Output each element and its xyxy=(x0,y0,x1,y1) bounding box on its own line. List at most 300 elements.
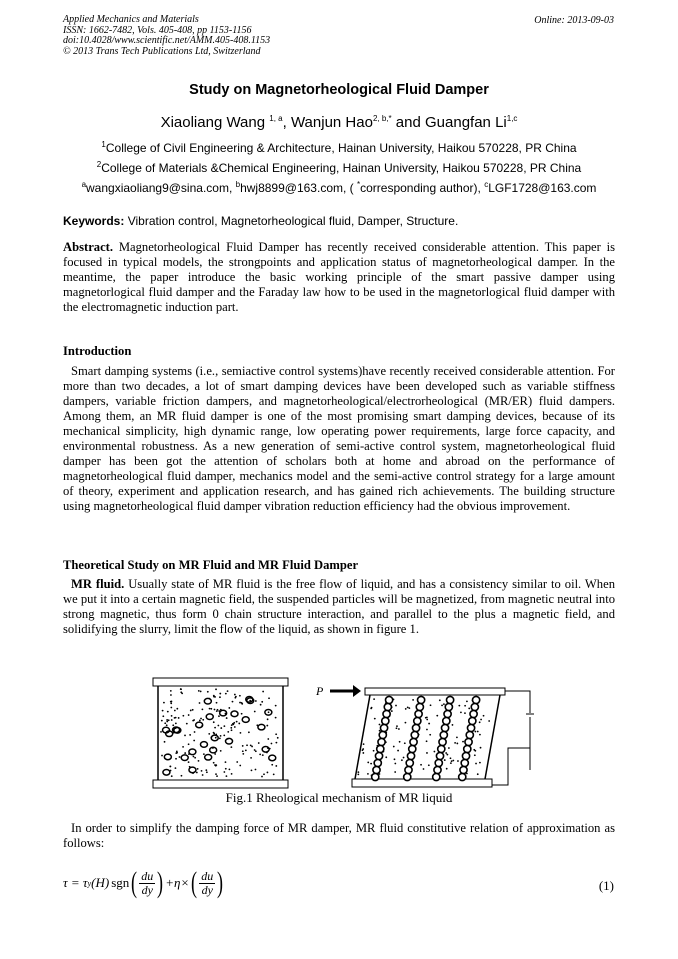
particle-chain xyxy=(473,696,480,703)
particle xyxy=(426,752,428,754)
particle xyxy=(215,688,217,690)
particle xyxy=(175,767,177,769)
particle xyxy=(198,690,200,692)
particle xyxy=(219,737,221,739)
particle xyxy=(370,763,372,765)
affiliation-2 xyxy=(0,160,678,175)
particle xyxy=(234,694,236,696)
particle xyxy=(215,764,217,766)
author: Wanjun Hao xyxy=(290,114,373,131)
particle xyxy=(454,742,456,744)
particle xyxy=(231,729,233,731)
particle xyxy=(181,775,183,777)
particle xyxy=(399,741,401,743)
particle-chain xyxy=(434,766,441,773)
wall xyxy=(485,695,500,779)
particle xyxy=(443,703,445,705)
authors xyxy=(0,114,678,131)
particle xyxy=(216,710,218,712)
particle-chain xyxy=(379,731,386,738)
particle xyxy=(226,717,228,719)
particle xyxy=(428,764,430,766)
particle xyxy=(277,737,279,739)
particle xyxy=(223,725,225,727)
particle xyxy=(246,744,248,746)
particle-chain xyxy=(384,703,391,710)
top-plate xyxy=(365,688,505,695)
circuit-wire xyxy=(505,691,530,713)
particle xyxy=(474,754,476,756)
particle xyxy=(423,768,425,770)
particle xyxy=(260,704,262,706)
particle xyxy=(161,720,163,722)
particle xyxy=(213,732,215,734)
particle-chain xyxy=(445,703,452,710)
particle xyxy=(460,712,462,714)
particle xyxy=(225,693,227,695)
magnetic-particle xyxy=(242,717,249,723)
arrow-head xyxy=(353,685,361,697)
particle xyxy=(202,774,204,776)
particle xyxy=(362,752,364,754)
particle xyxy=(456,736,458,738)
particle xyxy=(397,750,399,752)
abstract xyxy=(63,240,615,315)
particle xyxy=(394,763,396,765)
numerator: du xyxy=(141,868,154,883)
particle xyxy=(166,719,168,721)
particle xyxy=(203,753,205,755)
particle-chain xyxy=(372,773,379,780)
particle xyxy=(225,761,227,763)
particle xyxy=(215,737,217,739)
particle xyxy=(239,695,241,697)
intro-heading: Introduction xyxy=(63,344,132,358)
particle xyxy=(441,704,443,706)
particle xyxy=(262,754,264,756)
eq-sgn: sgn xyxy=(111,875,130,890)
particle-chain xyxy=(439,738,446,745)
particle xyxy=(206,771,208,773)
particle xyxy=(362,749,364,751)
paragraph-2: In order to simplify the damping force of MR damper, MR fluid constitutive relation of approximation as follows: xyxy=(63,821,615,850)
particle-chain xyxy=(404,773,411,780)
particle xyxy=(164,722,166,724)
emails xyxy=(0,180,678,195)
particle xyxy=(242,745,244,747)
sup: c xyxy=(484,180,489,189)
particle xyxy=(176,750,178,752)
particle xyxy=(261,776,263,778)
particle-chain xyxy=(386,696,393,703)
particle-chain xyxy=(441,724,448,731)
issn: ISSN: 1662-7482, Vols. 405-408, pp 1153-1156 xyxy=(63,24,252,36)
particle xyxy=(179,756,181,758)
particle xyxy=(446,754,448,756)
particle xyxy=(230,746,232,748)
particle xyxy=(182,715,184,717)
particle xyxy=(393,746,395,748)
abstract-text: Magnetorheological Fluid Damper has recently received considerable attention. This paper is focused in typical models, the strongpoints and application status of magnetorheological damper. In the meantime, the paper introduce the basic working principle of the smart passive damper using magnetorlogical fluid damper and the Faraday law how to be used in the magnetorlogical fluid damper with the electromagnetic induction part. xyxy=(63,240,615,314)
particle xyxy=(231,773,233,775)
paper-title: Study on Magnetorheological Fluid Damper xyxy=(189,82,489,98)
particle xyxy=(240,732,242,734)
particle xyxy=(250,757,252,759)
particle xyxy=(363,743,365,745)
magnetic-particle xyxy=(163,769,170,775)
particle xyxy=(184,735,186,737)
particle xyxy=(236,761,238,763)
particle-chain xyxy=(382,717,389,724)
magnetic-particle xyxy=(189,749,196,755)
particle-chain xyxy=(374,759,381,766)
particle xyxy=(275,765,277,767)
particle-chain xyxy=(461,759,468,766)
particle xyxy=(188,761,190,763)
keywords-text: Vibration control, Magnetorheological fluid, Damper, Structure. xyxy=(124,214,459,228)
particle-chain xyxy=(433,773,440,780)
aff-text: College of Materials &Chemical Engineering, Hainan University, Haikou 570228, PR China xyxy=(101,161,582,175)
particle-chain xyxy=(407,752,414,759)
particle-chain xyxy=(406,759,413,766)
particle-chain xyxy=(405,766,412,773)
sep: , xyxy=(282,114,291,131)
particle xyxy=(275,733,277,735)
particle-chain xyxy=(383,710,390,717)
particle xyxy=(233,722,235,724)
particle xyxy=(267,772,269,774)
particle xyxy=(373,698,375,700)
magnetic-particle xyxy=(206,714,213,720)
particle xyxy=(171,715,173,717)
figure-caption: Fig.1 Rheological mechanism of MR liquid xyxy=(225,790,453,805)
particle xyxy=(194,757,196,759)
author-sup: 2, b,* xyxy=(372,114,392,123)
denominator: dy xyxy=(201,882,213,897)
top-plate xyxy=(153,678,288,686)
eq-h: (H) xyxy=(91,875,110,890)
particle xyxy=(251,769,253,771)
particle-chain xyxy=(414,717,421,724)
particle xyxy=(238,723,240,725)
particle xyxy=(464,705,466,707)
particle xyxy=(468,708,470,710)
particle-chain xyxy=(470,710,477,717)
particle xyxy=(429,734,431,736)
denominator: dy xyxy=(141,882,153,897)
particle xyxy=(242,753,244,755)
particle xyxy=(426,729,428,731)
particle xyxy=(232,701,234,703)
particle xyxy=(479,734,481,736)
magnetic-particle xyxy=(205,754,212,760)
keywords-label: Keywords: xyxy=(63,214,125,228)
magnetic-particle xyxy=(196,722,203,728)
fraction xyxy=(139,870,155,897)
particle xyxy=(198,760,200,762)
particle xyxy=(456,743,458,745)
particle xyxy=(213,762,215,764)
particle xyxy=(271,743,273,745)
equation-1: τ = τ y (H) sgn ( $\frac{du}{dy}$ ) +η× ( $\frac{du}{dy}$ ) xyxy=(63,866,224,899)
particle xyxy=(213,721,215,723)
particle xyxy=(205,769,207,771)
keywords xyxy=(63,214,458,228)
particle xyxy=(273,773,275,775)
particle xyxy=(259,753,261,755)
particle xyxy=(193,756,195,758)
particle xyxy=(174,717,176,719)
particle xyxy=(184,752,186,754)
sup: b xyxy=(235,180,241,189)
particle-chain xyxy=(435,759,442,766)
author: Xiaoliang Wang xyxy=(160,114,270,131)
particle xyxy=(200,691,202,693)
particle xyxy=(178,717,180,719)
particle xyxy=(220,750,222,752)
author-sup: 1, a xyxy=(269,114,283,123)
figure-1 xyxy=(140,670,560,790)
particle xyxy=(219,696,221,698)
online-date: Online: 2013-09-03 xyxy=(534,15,614,26)
mr-fluid-paragraph xyxy=(63,577,615,637)
particle-chain xyxy=(440,731,447,738)
particle xyxy=(426,740,428,742)
particle xyxy=(182,746,184,748)
particle xyxy=(239,765,241,767)
magnetic-particle xyxy=(258,724,265,730)
particle xyxy=(219,693,221,695)
aff-text: College of Civil Engineering & Architecture, Hainan University, Haikou 570228, PR China xyxy=(105,141,577,155)
particle-chain xyxy=(436,752,443,759)
particle xyxy=(214,709,216,711)
particle xyxy=(216,775,218,777)
particle xyxy=(193,719,195,721)
particle xyxy=(190,710,192,712)
particle xyxy=(220,727,222,729)
particle-chain xyxy=(373,766,380,773)
particle xyxy=(231,724,233,726)
journal-name: Applied Mechanics and Materials xyxy=(63,14,199,25)
particle-chain xyxy=(467,724,474,731)
particle xyxy=(412,699,414,701)
email: hwj8899@163.com, ( xyxy=(240,181,357,195)
particle xyxy=(458,705,460,707)
particle xyxy=(236,721,238,723)
particle xyxy=(445,752,447,754)
particle xyxy=(374,718,376,720)
magnetic-particle xyxy=(200,742,207,748)
email: wangxiaoliang9@sina.com, xyxy=(86,181,236,195)
particle xyxy=(407,706,409,708)
particle xyxy=(379,724,381,726)
particle xyxy=(194,731,196,733)
particle xyxy=(367,762,369,764)
particle xyxy=(439,699,441,701)
particle xyxy=(167,711,169,713)
sup: * xyxy=(356,180,361,189)
particle xyxy=(227,690,229,692)
particle xyxy=(188,743,190,745)
particle xyxy=(426,719,428,721)
magnetic-particle xyxy=(231,711,238,717)
particle xyxy=(217,725,219,727)
particle xyxy=(451,760,453,762)
particle xyxy=(170,702,172,704)
particle xyxy=(162,715,164,717)
particle xyxy=(210,708,212,710)
particle xyxy=(254,711,256,713)
particle xyxy=(479,721,481,723)
particle xyxy=(398,728,400,730)
particle xyxy=(268,697,270,699)
particle xyxy=(192,709,194,711)
force-label: P xyxy=(316,684,324,698)
particle-chain xyxy=(460,766,467,773)
aff-sup: 1 xyxy=(101,140,106,149)
particle xyxy=(248,731,250,733)
particle xyxy=(250,744,252,746)
magnetic-particle xyxy=(189,767,196,773)
particle xyxy=(275,717,277,719)
particle xyxy=(464,712,466,714)
particle xyxy=(448,747,450,749)
particle xyxy=(199,720,201,722)
particle xyxy=(213,696,215,698)
particle-chain xyxy=(444,710,451,717)
particle-chain xyxy=(447,696,454,703)
journal-header xyxy=(63,15,270,57)
particle-chain xyxy=(471,703,478,710)
particle xyxy=(434,751,436,753)
eq-sub: y xyxy=(87,878,92,888)
particle xyxy=(263,773,265,775)
particle xyxy=(371,707,373,709)
particle xyxy=(170,707,172,709)
particle xyxy=(241,703,243,705)
particle-chain xyxy=(409,745,416,752)
particle xyxy=(229,769,231,771)
particle xyxy=(385,756,387,758)
particle xyxy=(215,773,217,775)
particle xyxy=(477,731,479,733)
particle xyxy=(216,702,218,704)
particle xyxy=(161,755,163,757)
particle xyxy=(405,722,407,724)
particle xyxy=(420,764,422,766)
particle xyxy=(223,734,225,736)
particle xyxy=(428,723,430,725)
particle xyxy=(186,723,188,725)
particle-chain xyxy=(416,703,423,710)
particle xyxy=(474,750,476,752)
particle xyxy=(230,727,232,729)
eq-lhs: τ = τ xyxy=(63,875,88,890)
particle xyxy=(357,771,359,773)
particle-chain xyxy=(378,738,385,745)
particle xyxy=(466,700,468,702)
particle xyxy=(488,720,490,722)
particle xyxy=(188,714,190,716)
particle xyxy=(394,771,396,773)
particle xyxy=(474,731,476,733)
particle xyxy=(404,742,406,744)
particle xyxy=(201,770,203,772)
particle xyxy=(162,710,164,712)
magnetic-particle xyxy=(226,738,233,744)
particle xyxy=(208,733,210,735)
mr-fluid-label: MR fluid. xyxy=(71,577,125,591)
circuit-wire xyxy=(492,748,530,785)
particle xyxy=(271,764,273,766)
particle xyxy=(444,759,446,761)
particle xyxy=(171,719,173,721)
particle xyxy=(175,722,177,724)
particle xyxy=(479,762,481,764)
particle xyxy=(207,691,209,693)
particle-chain xyxy=(418,696,425,703)
email: LGF1728@163.com xyxy=(488,181,597,195)
particle xyxy=(164,741,166,743)
particle xyxy=(170,690,172,692)
particle xyxy=(171,775,173,777)
particle xyxy=(220,735,222,737)
particle-chain xyxy=(462,752,469,759)
particle xyxy=(225,768,227,770)
particle xyxy=(426,716,428,718)
particle xyxy=(245,749,247,751)
particle-chain xyxy=(464,745,471,752)
abstract-label: Abstract. xyxy=(63,240,114,254)
particle-chain xyxy=(466,731,473,738)
particle xyxy=(223,771,225,773)
particle xyxy=(396,727,398,729)
bottom-plate xyxy=(153,780,288,788)
particle xyxy=(202,708,204,710)
particle xyxy=(189,734,191,736)
particle xyxy=(255,769,257,771)
eq-plus: +η× xyxy=(165,875,190,890)
particle xyxy=(391,710,393,712)
particle xyxy=(408,707,410,709)
note: corresponding author), xyxy=(360,181,485,195)
particle xyxy=(403,757,405,759)
particle xyxy=(174,710,176,712)
aff-sup: 2 xyxy=(96,160,102,169)
sup: a xyxy=(81,180,87,189)
particle xyxy=(452,724,454,726)
particle xyxy=(199,702,201,704)
magnetic-particle xyxy=(269,755,276,761)
particle xyxy=(160,731,162,733)
particle xyxy=(234,726,236,728)
affiliation-1 xyxy=(0,140,678,155)
particle-chain xyxy=(411,731,418,738)
particle xyxy=(202,719,204,721)
particle-chain xyxy=(469,717,476,724)
particle xyxy=(168,719,170,721)
particle xyxy=(176,708,178,710)
particle xyxy=(226,775,228,777)
particle xyxy=(480,719,482,721)
particle xyxy=(436,715,438,717)
particle xyxy=(227,731,229,733)
particle xyxy=(254,749,256,751)
particle xyxy=(172,724,174,726)
particle xyxy=(373,750,375,752)
particle xyxy=(197,768,199,770)
particle xyxy=(462,741,464,743)
